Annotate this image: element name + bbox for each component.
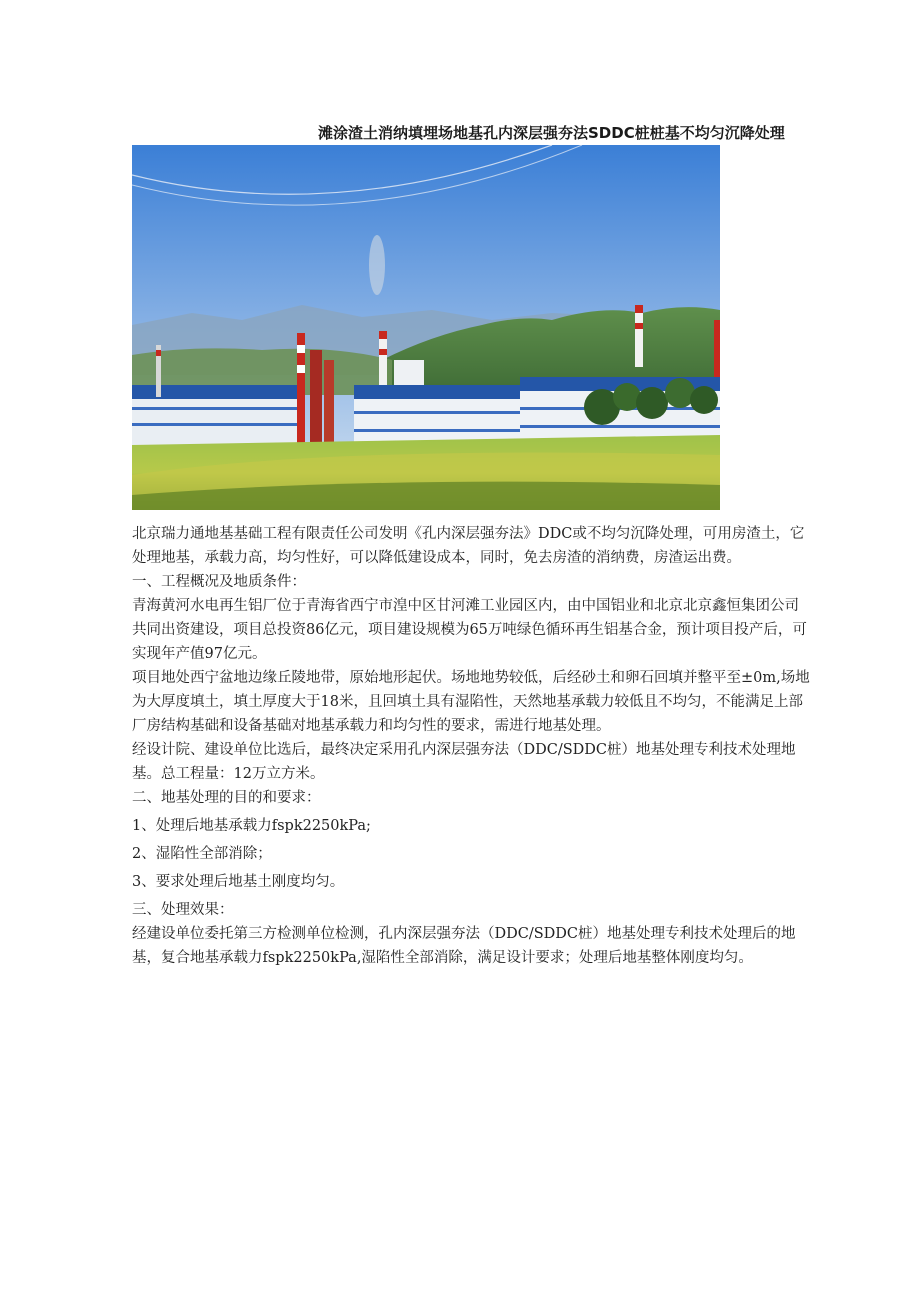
section-3-paragraph: 经建设单位委托第三方检测单位检测，孔内深层强夯法（DDC/SDDC桩）地基处理专利技术处理后的地基，复合地基承载力fspk2250kPa,湿陷性全部消除，满足设计要求；处理后地基整体刚度均匀。: [132, 926, 796, 966]
intro-paragraph: 北京瑞力通地基基础工程有限责任公司发明《孔内深层强夯法》DDC或不均匀沉降处理，可用房渣土，它处理地基，承载力高，均匀性好，可以降低建设成本，同时，免去房渣的消纳费，房渣运出费。: [132, 526, 805, 566]
section-1-paragraph-3: 经设计院、建设单位比选后，最终决定采用孔内深层强夯法（DDC/SDDC桩）地基处理专利技术处理地基。总工程量：12万立方米。: [132, 742, 796, 782]
section-1-paragraph-1: 青海黄河水电再生铝厂位于青海省西宁市湟中区甘河滩工业园区内，由中国铝业和北京北京鑫恒集团公司共同出资建设，项目总投资86亿元，项目建设规模为65万吨绿色循环再生铝基合金，预计项目投产后，可实现年产值97亿元。: [132, 598, 807, 662]
section-1-heading: 一、工程概况及地质条件：: [132, 574, 306, 590]
factory-photo: [132, 145, 720, 510]
section-2-item: 3、要求处理后地基土刚度均匀。: [132, 874, 345, 890]
section-2-item: 2、湿陷性全部消除；: [132, 846, 272, 862]
document-title: 滩涂渣土消纳填埋场地基孔内深层强夯法SDDC桩桩基不均匀沉降处理: [318, 124, 785, 142]
section-3-heading: 三、处理效果：: [132, 902, 234, 918]
section-2-heading: 二、地基处理的目的和要求：: [132, 790, 321, 806]
document-body: [132, 522, 812, 970]
section-2-item: 1、处理后地基承载力fspk2250kPa;: [132, 818, 371, 834]
section-1-paragraph-2: 项目地处西宁盆地边缘丘陵地带，原始地形起伏。场地地势较低，后经砂土和卵石回填并整平至±0m,场地为大厚度填土，填土厚度大于18米，且回填土具有湿陷性，天然地基承载力较低且不均匀，不能满足上部厂房结构基础和设备基础对地基承载力和均匀性的要求，需进行地基处理。: [132, 670, 810, 734]
